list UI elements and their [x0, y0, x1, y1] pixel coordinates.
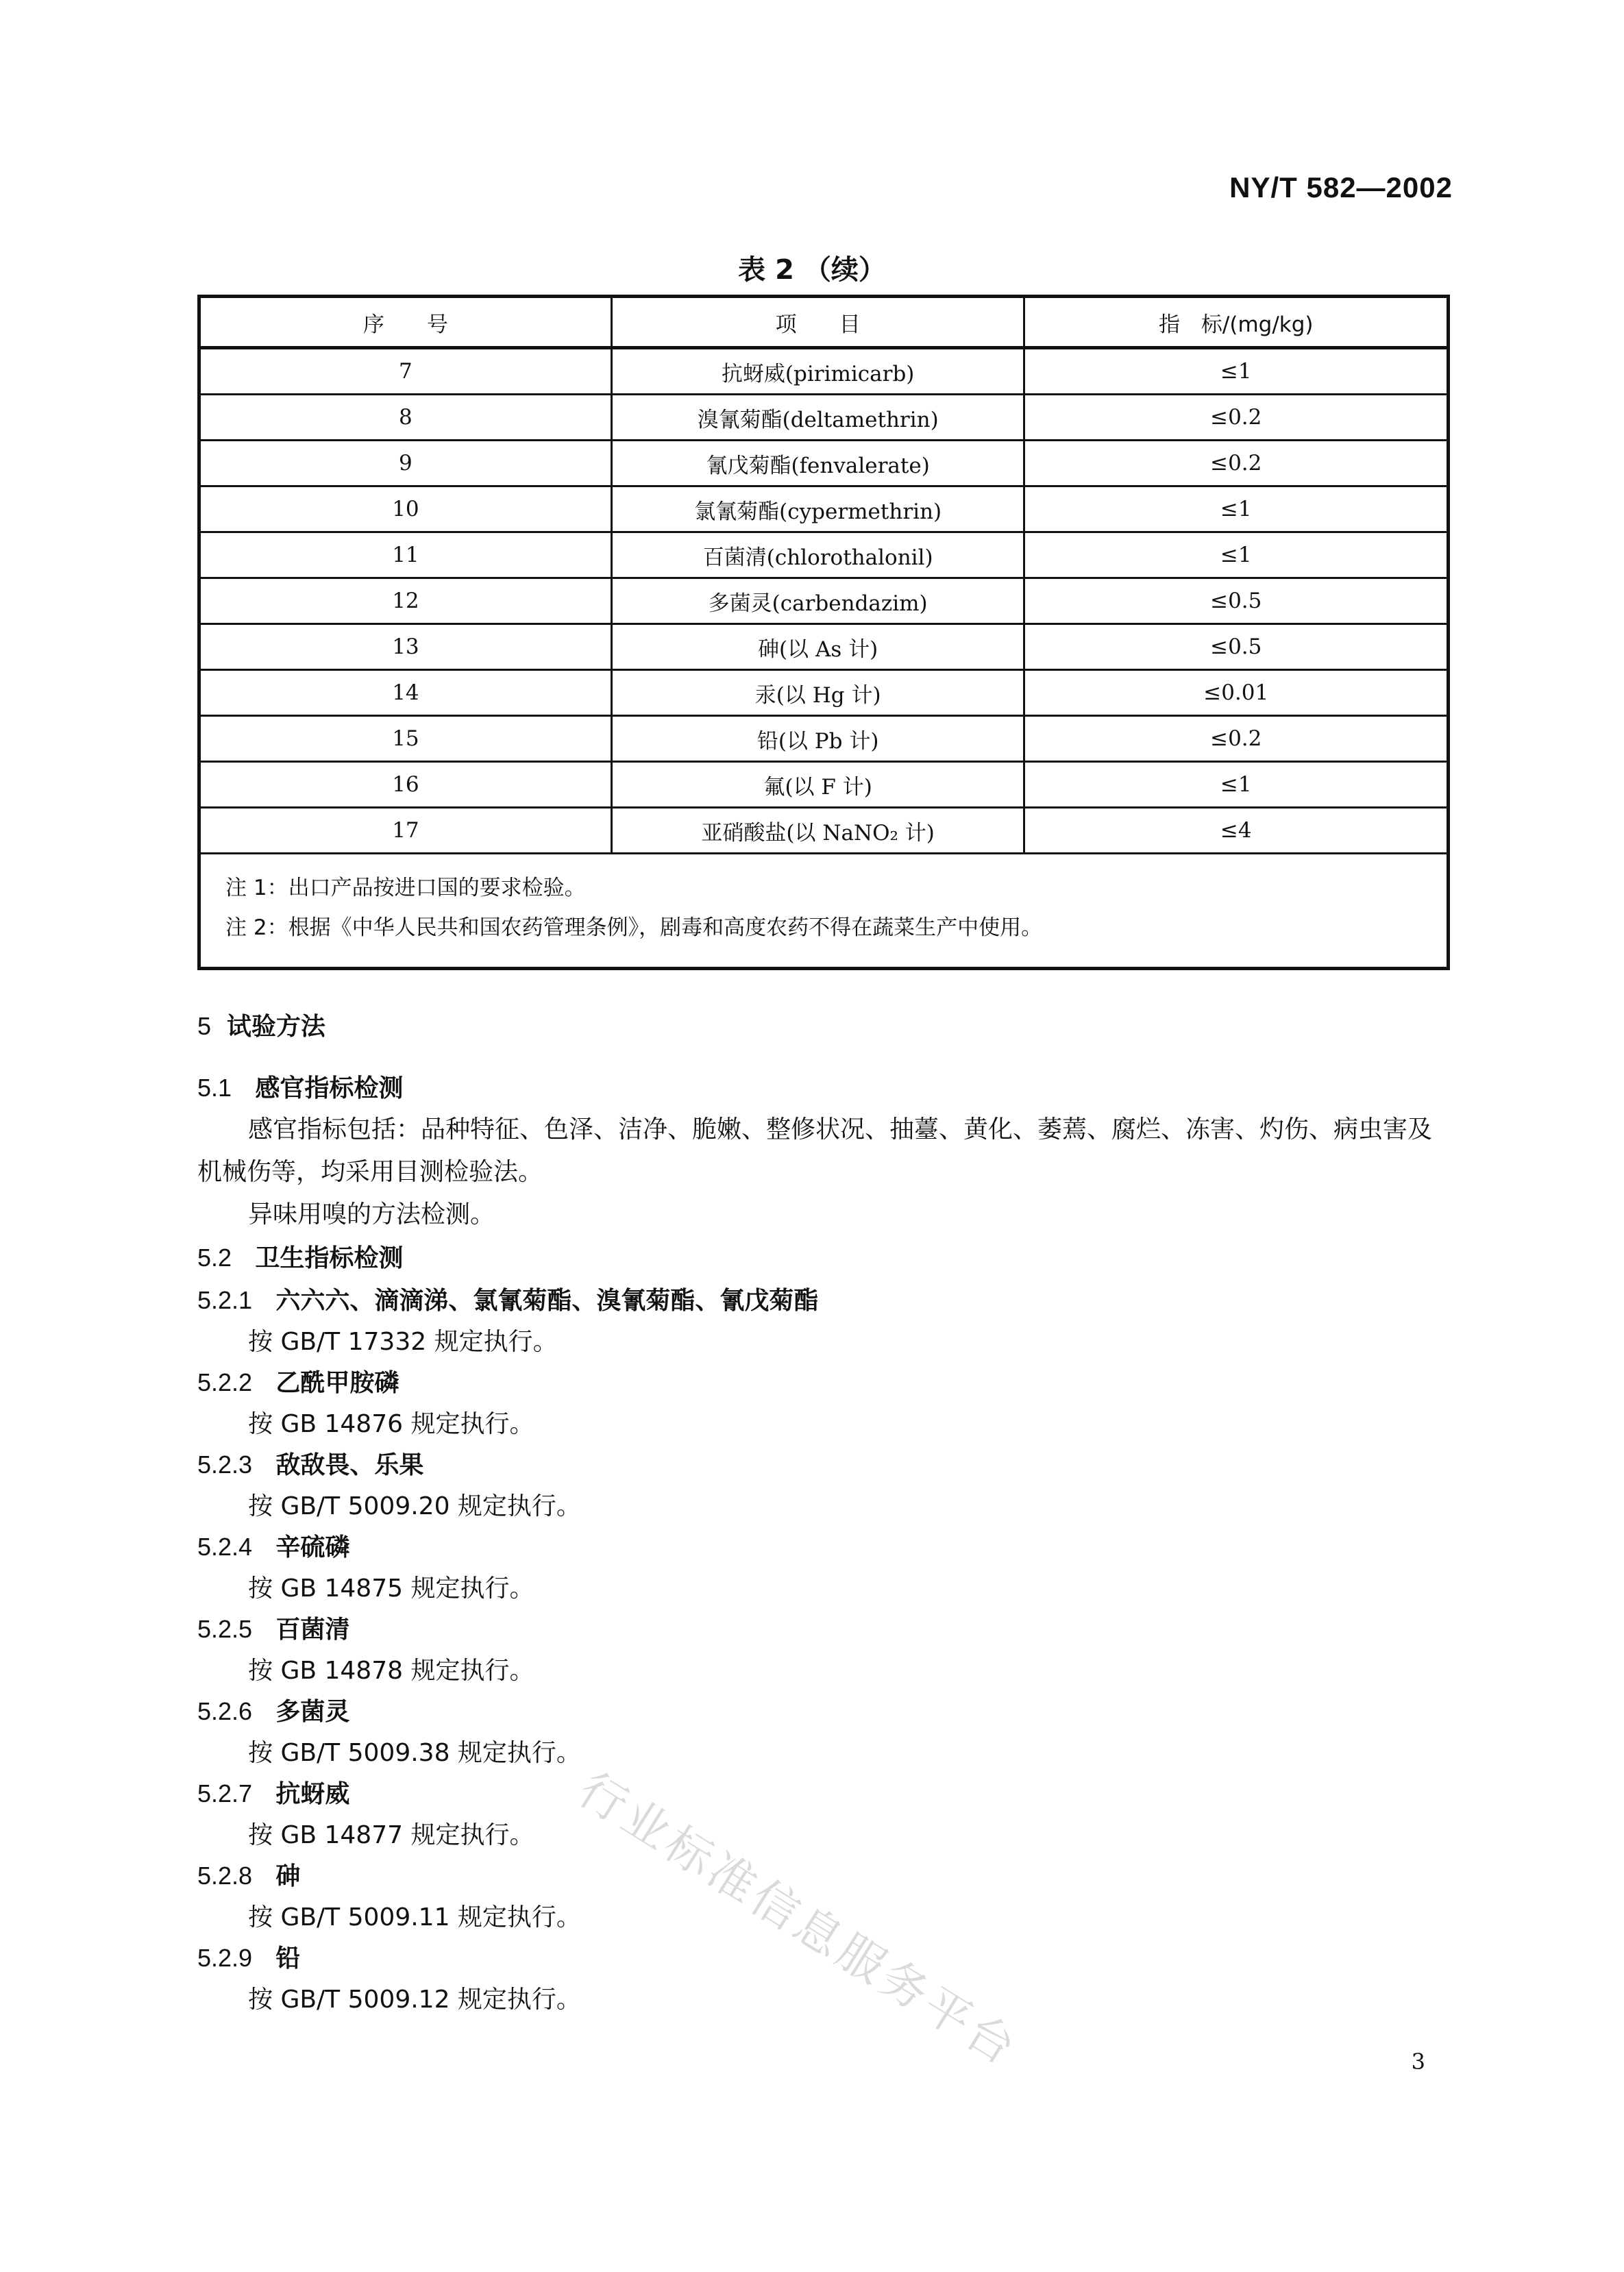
subsection-title: 乙酰甲胺磷 [275, 1369, 399, 1397]
subsection-heading [197, 1446, 423, 1481]
para-line-3: 异味用嗅的方法检测。 [248, 1200, 495, 1228]
section-5-1-heading [197, 1069, 403, 1104]
subsection-title: 六六六、滴滴涕、氯氰菊酯、溴氰菊酯、氰戊菊酯 [275, 1287, 819, 1315]
table-row [199, 348, 1449, 395]
cell-no: 13 [199, 624, 612, 670]
cell-no: 14 [199, 670, 612, 716]
subsection-text: 按 GB/T 5009.12 规定执行。 [248, 1986, 581, 2014]
cell-limit: ≤0.2 [1024, 716, 1449, 762]
table-row [199, 716, 1449, 762]
cell-limit: ≤1 [1024, 532, 1449, 578]
header-no: 序 号 [199, 297, 612, 348]
header-limit: 指 标/(mg/kg) [1024, 297, 1449, 348]
section-5-2-heading [197, 1239, 403, 1274]
subsection-number: 5.2.6 [197, 1697, 253, 1725]
subsection-text: 按 GB 14875 规定执行。 [248, 1575, 534, 1603]
section-number: 5.1 [197, 1074, 232, 1102]
subsection-text: 按 GB/T 5009.20 规定执行。 [248, 1492, 581, 1520]
subsection-title: 砷 [275, 1862, 301, 1890]
section-number: 5 [197, 1012, 212, 1040]
subsection-number: 5.2.2 [197, 1368, 253, 1396]
subsection-title: 多菌灵 [275, 1698, 350, 1726]
cell-no: 12 [199, 578, 612, 624]
table-row [199, 441, 1449, 486]
residue-limits-table [197, 295, 1450, 970]
subsection-heading [197, 1528, 349, 1563]
notes-cell [199, 854, 1449, 969]
table-caption: 表 2 （续） [738, 254, 886, 286]
subsection-title: 敌敌畏、乐果 [275, 1451, 424, 1479]
subsection-heading [197, 1857, 300, 1892]
subsection-heading [197, 1939, 300, 1974]
subsection-heading [197, 1692, 349, 1727]
table-row [199, 670, 1449, 716]
subsection-number: 5.2.9 [197, 1944, 253, 1972]
subsection-heading [197, 1775, 349, 1810]
section-5-heading [197, 1007, 325, 1042]
subsection-number: 5.2.4 [197, 1533, 253, 1561]
cell-limit: ≤1 [1024, 486, 1449, 532]
watermark: 行业标准信息服务平台 [569, 1762, 1028, 2077]
cell-limit: ≤0.2 [1024, 441, 1449, 486]
cell-no: 15 [199, 716, 612, 762]
cell-item: 抗蚜威(pirimicarb) [611, 348, 1024, 395]
notes-row [199, 854, 1449, 969]
note-1: 注 1：出口产品按进口国的要求检验。 [225, 876, 586, 900]
subsection-text: 按 GB 14878 规定执行。 [248, 1657, 534, 1685]
subsection-number: 5.2.3 [197, 1450, 253, 1479]
cell-item: 多菌灵(carbendazim) [611, 578, 1024, 624]
cell-item: 砷(以 As 计) [611, 624, 1024, 670]
cell-no: 10 [199, 486, 612, 532]
cell-no: 17 [199, 808, 612, 854]
section-title: 感官指标检测 [255, 1074, 404, 1102]
cell-no: 7 [199, 348, 612, 395]
table-row [199, 486, 1449, 532]
subsection-heading [197, 1363, 399, 1398]
cell-no: 9 [199, 441, 612, 486]
cell-item: 铅(以 Pb 计) [611, 716, 1024, 762]
cell-item: 氰戊菊酯(fenvalerate) [611, 441, 1024, 486]
subsection-title: 抗蚜威 [275, 1780, 350, 1808]
subsection-heading [197, 1281, 818, 1316]
cell-limit: ≤0.2 [1024, 395, 1449, 441]
para-line-2: 机械伤等，均采用目测检验法。 [197, 1158, 543, 1186]
subsection-number: 5.2.7 [197, 1779, 253, 1807]
page-number: 3 [1411, 2049, 1425, 2075]
section-title: 试验方法 [226, 1013, 325, 1041]
subsection-title: 铅 [275, 1944, 301, 1973]
table-row [199, 762, 1449, 808]
cell-no: 16 [199, 762, 612, 808]
table-row [199, 532, 1449, 578]
cell-limit: ≤4 [1024, 808, 1449, 854]
cell-no: 11 [199, 532, 612, 578]
subsection-text: 按 GB 14877 规定执行。 [248, 1821, 534, 1849]
cell-limit: ≤1 [1024, 348, 1449, 395]
subsection-number: 5.2.1 [197, 1286, 253, 1314]
subsection-number: 5.2.8 [197, 1862, 253, 1890]
subsection-text: 按 GB/T 5009.38 规定执行。 [248, 1739, 581, 1767]
cell-limit: ≤0.01 [1024, 670, 1449, 716]
subsection-text: 按 GB/T 17332 规定执行。 [248, 1328, 558, 1356]
section-number: 5.2 [197, 1244, 232, 1272]
subsection-number: 5.2.5 [197, 1615, 253, 1643]
table-row [199, 624, 1449, 670]
table-row [199, 578, 1449, 624]
cell-item: 汞(以 Hg 计) [611, 670, 1024, 716]
subsection-title: 百菌清 [275, 1616, 350, 1644]
standard-code: NY/T 582—2002 [1229, 171, 1453, 203]
cell-item: 氟(以 F 计) [611, 762, 1024, 808]
cell-item: 百菌清(chlorothalonil) [611, 532, 1024, 578]
header-item: 项 目 [611, 297, 1024, 348]
table-body [199, 348, 1449, 854]
para-line-1: 感官指标包括：品种特征、色泽、洁净、脆嫩、整修状况、抽薹、黄化、萎蔫、腐烂、冻害、灼伤、病虫害及 [248, 1115, 1433, 1144]
section-title: 卫生指标检测 [255, 1244, 404, 1272]
cell-no: 8 [199, 395, 612, 441]
cell-limit: ≤1 [1024, 762, 1449, 808]
subsection-heading [197, 1610, 349, 1645]
subsection-text: 按 GB/T 5009.11 规定执行。 [248, 1903, 581, 1931]
table-row [199, 395, 1449, 441]
note-2: 注 2：根据《中华人民共和国农药管理条例》，剧毒和高度农药不得在蔬菜生产中使用。 [225, 915, 1043, 940]
section-5-1-paragraph [197, 1109, 1451, 1236]
cell-item: 溴氰菊酯(deltamethrin) [611, 395, 1024, 441]
table-header-row [199, 297, 1449, 348]
cell-item: 氯氰菊酯(cypermethrin) [611, 486, 1024, 532]
subsection-text: 按 GB 14876 规定执行。 [248, 1410, 534, 1438]
cell-item: 亚硝酸盐(以 NaNO₂ 计) [611, 808, 1024, 854]
table-row [199, 808, 1449, 854]
subsection-title: 辛硫磷 [275, 1533, 350, 1561]
cell-limit: ≤0.5 [1024, 578, 1449, 624]
cell-limit: ≤0.5 [1024, 624, 1449, 670]
